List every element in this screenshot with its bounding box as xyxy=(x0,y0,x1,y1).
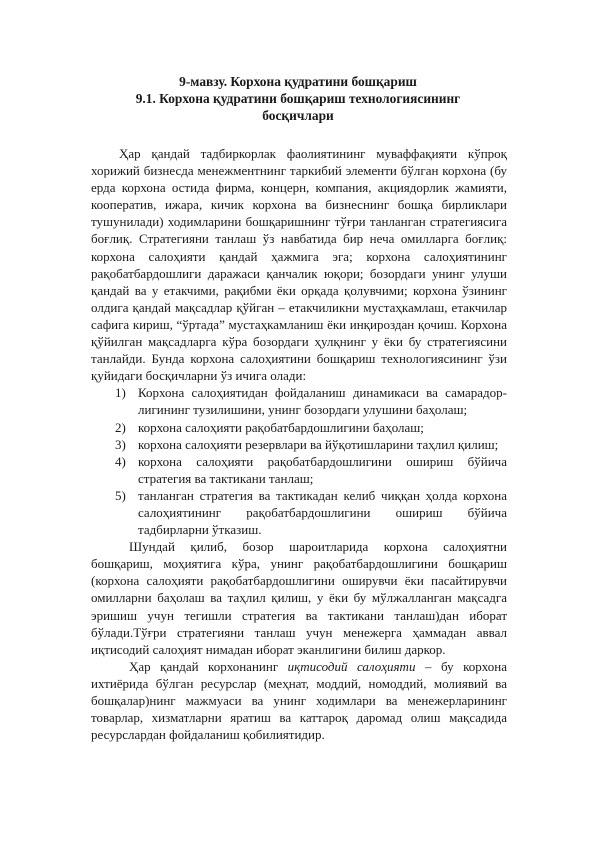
list-item xyxy=(91,453,507,487)
list-item-text: корхона салоҳияти рақобатбардошлигини баҳолаш; xyxy=(138,419,424,435)
list-item-text: Корхона салоҳиятидан фойдаланиш динамикаси ва самарадор- лигининг тузилишини, унинг бозордаги улушини баҳолаш; xyxy=(138,385,507,418)
definition-term: иқтисодий салоҳияти xyxy=(287,658,416,674)
stages-list xyxy=(91,384,507,538)
list-item xyxy=(91,436,507,453)
list-item xyxy=(91,419,507,436)
paragraph-intro: Ҳар қандай тадбиркорлак фаолиятининг муваффақияти кўпроқ хорижий бизнесда менежментнинг таркибий элементи бўлган корхона (бу ерда корхона остида фирма, концерн, компания, акциядорлик жамияти, кооператив, ижара, кичик корхона ва бизнеснинг бошқа бирликлари тушунилади) ходимларини бошқаришнинг тўғри танланган стратегиясига боғлиқ. Стратегияни танлаш ўз навбатида бир неча омилларга боғлиқ: корхона салоҳияти қандай ҳажмига эга; корхона салоҳиятининг рақобатбардошлиги даражаси қанчалик юқори; бозордаги унинг улуши қандай ва у етакчими, рақибми ёки орқада қолувчими; корхона ўзининг олдига қандай мақсадлар қўйган – етакчиликни мустаҳкамлаш, етакчилар сафига кириш, “ўртада” мустаҳкамланиш ёки инқироздан қочиш. Корхона қўйилган мақсадларга кўра бозордаги ҳулқнинг у ёки бу стратегиясини танлайди. Бунда корхона салоҳиятини бошқариш технологиясининг ўзи қуйидаги босқичларни ўз ичига олади: xyxy=(91,146,507,384)
list-item-text: танланган стратегия ва тактикадан келиб чиққан ҳолда корхона салоҳиятининг рақобатбардошлигини ошириш бўйича тадбирларни ўтказиш. xyxy=(138,487,507,538)
list-item-text: корхона салоҳияти резервлари ва йўқотишларини таҳлил қилиш; xyxy=(138,436,499,452)
section-title-continued: босқичлари xyxy=(262,108,334,123)
list-item-number: 2) xyxy=(115,419,126,435)
list-item-number: 4) xyxy=(115,453,126,469)
list-item-number: 3) xyxy=(115,436,126,452)
topic-title: 9-мавзу. Корхона қудратини бошқариш xyxy=(179,74,417,89)
page-title xyxy=(60,73,536,124)
list-item-number: 5) xyxy=(115,487,126,503)
section-title: 9.1. Корхона қудратини бошқариш технологиясининг xyxy=(135,91,461,106)
document-body xyxy=(91,145,507,743)
list-item xyxy=(91,487,507,538)
definition-text: – бу корхона ихтиёрида бўлган ресурслар (меҳнат, моддий, номоддий, молиявий ва бошқалар)нинг мажмуаси ва унинг ходимлари ва менежерларининг товарлар, хизматларни яратиш ва каттароқ даромад олиш мақсадида ресурслардан фойдаланиш қобилиятидир. xyxy=(91,658,507,743)
paragraph-summary: Шундай қилиб, бозор шароитларида корхона салоҳиятни бошқариш, моҳиятига кўра, унинг рақобатбардошлигини бошқариш (корхона салоҳияти рақобатбардошлигини оширувчи ёки пасайтирувчи омилларни баҳолаш ва таҳлил қилиш, у ёки бу мўлжалланган мақсадга эришиш учун тегишли стратегия ва тактикани танлаш)дан иборат бўлади.Тўғри стратегияни танлаш учун менежерга ҳаммадан аввал иқтисодий салоҳият нимадан иборат эканлигини билиш даркор. xyxy=(91,539,507,657)
list-item-text: корхона салоҳияти рақобатбардошлигини ошириш бўйича стратегия ва тактикани танлаш; xyxy=(138,453,507,486)
list-item-number: 1) xyxy=(115,385,126,401)
list-item xyxy=(91,384,507,418)
definition-lead: Ҳар қандай корхонанинг xyxy=(129,658,288,674)
paragraph-definition xyxy=(91,658,507,743)
